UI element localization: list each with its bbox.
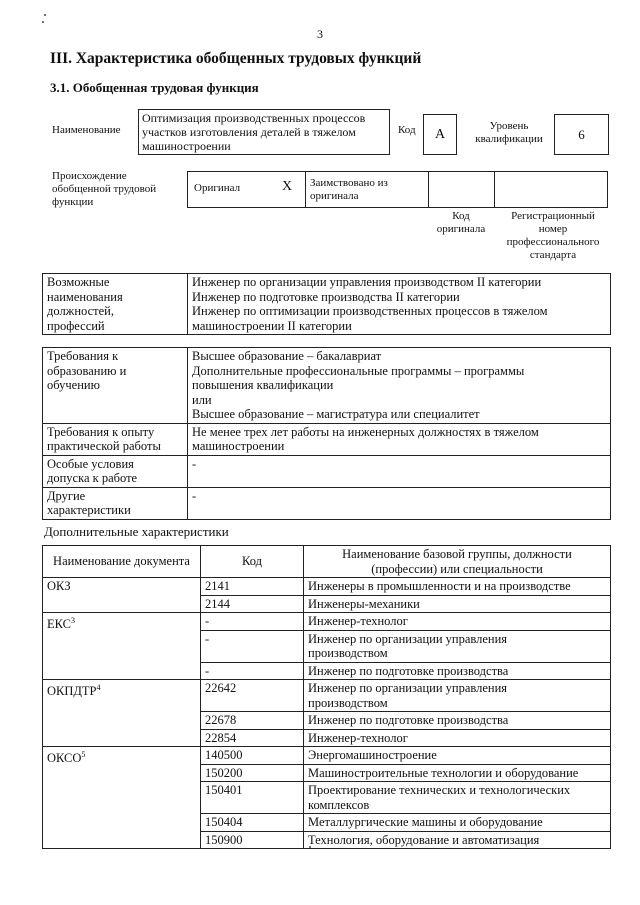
subsection-title: 3.1. Обобщенная трудовая функция: [50, 80, 259, 95]
code-cell: 150401: [201, 782, 304, 814]
additional-table: [42, 545, 611, 849]
name-cell: Машиностроительные технологии и оборудование: [304, 764, 611, 782]
code-cell: 140500: [201, 747, 304, 765]
code-cell: -: [201, 662, 304, 680]
scan-speck: [309, 846, 311, 848]
doc-cell: ОКЗ: [43, 578, 201, 613]
footnote-ref: 3: [71, 616, 75, 625]
special-conditions-value: -: [188, 455, 611, 487]
footnote-ref: 4: [96, 683, 101, 692]
scan-speck: [42, 21, 44, 23]
code-original-caption: Код оригинала: [436, 210, 486, 235]
original-label: Оригинал: [194, 182, 241, 194]
code-cell: 150200: [201, 764, 304, 782]
doc-cell: ЕКС$^3$: [43, 613, 201, 680]
code-cell: -: [201, 613, 304, 631]
education-label: Требования к образованию и обучению: [43, 348, 188, 424]
additional-title: Дополнительные характеристики: [44, 524, 229, 539]
origin-table: [187, 171, 608, 208]
borrowed-label: Заимствовано из оригинала: [310, 177, 388, 202]
section-title: III. Характеристика обобщенных трудовых функций: [50, 50, 422, 67]
name-cell: Технология, оборудование и автоматизация: [304, 831, 611, 849]
education-row: [43, 348, 611, 424]
other-label: Другие характеристики: [43, 487, 188, 519]
code-cell: 2144: [201, 595, 304, 613]
code-cell: 22678: [201, 712, 304, 730]
code-cell: 22642: [201, 680, 304, 712]
name-label: Наименование: [52, 124, 121, 136]
original-mark: X: [282, 179, 293, 194]
experience-label: Требования к опыту практической работы: [43, 423, 188, 455]
positions-label: Возможные наименования должностей, профессий: [43, 274, 188, 335]
special-conditions-label: Особые условия допуска к работе: [43, 455, 188, 487]
name-cell: Инженер-технолог: [304, 613, 611, 631]
name-cell: Энергомашиностроение: [304, 747, 611, 765]
positions-table: [42, 273, 611, 335]
code-cell: 150404: [201, 814, 304, 832]
doc-cell: ОКПДТР$^4$: [43, 680, 201, 747]
function-name-box: Оптимизация производственных процессов участков изготовления деталей в тяжелом машиностроении: [138, 109, 390, 155]
experience-value: Не менее трех лет работы на инженерных должностях в тяжелом машиностроении: [188, 423, 611, 455]
name-cell: Инженер по организации управления производством: [304, 630, 611, 662]
other-value: -: [188, 487, 611, 519]
table-row: [43, 747, 611, 765]
code-cell: 2141: [201, 578, 304, 596]
special-conditions-row: [43, 455, 611, 487]
code-value: А: [423, 114, 457, 155]
code-cell: -: [201, 630, 304, 662]
level-value: 6: [554, 114, 609, 155]
level-label: Уровень квалификации: [475, 120, 543, 145]
header-code: Код: [201, 546, 304, 578]
table-row: [43, 578, 611, 596]
page-number: 3: [317, 27, 323, 41]
footnote-ref: 5: [81, 750, 86, 759]
origin-label: Происхождение обобщенной трудовой функции: [52, 170, 157, 208]
table-row: [43, 613, 611, 631]
table-row: [43, 680, 611, 712]
education-value: Высшее образование – бакалавриат Дополнительные профессиональные программы – программы повышения квалификации или Высшее образование – магистратура или специалитет: [188, 348, 611, 424]
reg-number-caption: Регистрационный номер профессионального стандарта: [506, 210, 600, 261]
header-doc: Наименование документа: [43, 546, 201, 578]
name-cell: Инженер по подготовке производства: [304, 662, 611, 680]
header-name: Наименование базовой группы, должности (профессии) или специальности: [304, 546, 611, 578]
name-cell: Инженер по подготовке производства: [304, 712, 611, 730]
scan-speck: [44, 14, 46, 16]
experience-row: [43, 423, 611, 455]
code-cell: 150900: [201, 831, 304, 849]
name-cell: Проектирование технических и технологических комплексов: [304, 782, 611, 814]
additional-header-row: [43, 546, 611, 578]
code-cell: 22854: [201, 729, 304, 747]
name-cell: Инженеры в промышленности и на производстве: [304, 578, 611, 596]
name-cell: Инженер-технолог: [304, 729, 611, 747]
name-cell: Инженер по организации управления производством: [304, 680, 611, 712]
positions-value: Инженер по организации управления производством II категории Инженер по подготовке производства II категории Инженер по оптимизации производственных процессов в тяжелом машиностроении II категории: [188, 274, 611, 335]
name-cell: Инженеры-механики: [304, 595, 611, 613]
doc-cell: ОКСО$^5$: [43, 747, 201, 849]
requirements-table: [42, 347, 611, 520]
code-label: Код: [398, 124, 416, 136]
other-row: [43, 487, 611, 519]
name-cell: Металлургические машины и оборудование: [304, 814, 611, 832]
